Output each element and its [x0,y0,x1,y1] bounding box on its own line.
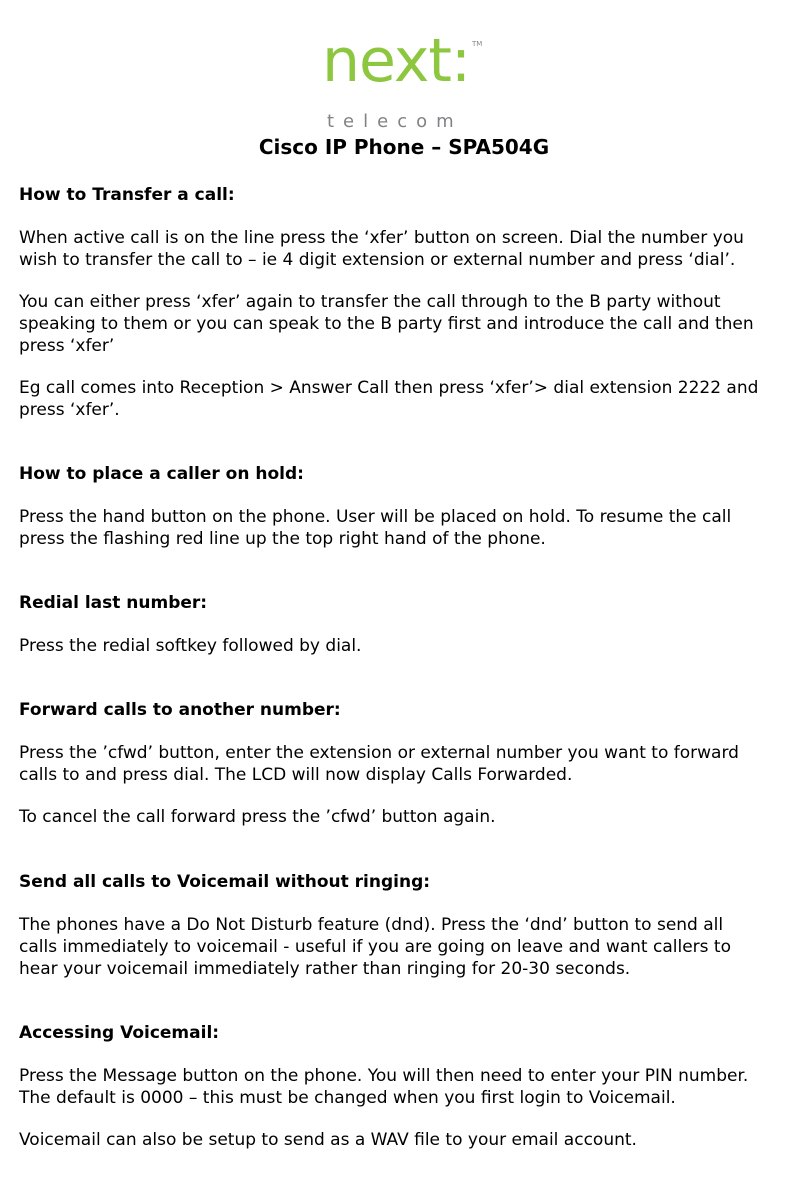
forward-paragraph-2 [19,806,795,828]
text-line: Press the Message button on the phone. You will then need to enter your PIN number. [19,1066,749,1086]
text-line: Press the hand button on the phone. User will be placed on hold. To resume the call [19,507,732,527]
text-line: press ‘xfer’. [19,400,120,420]
section-heading-redial: Redial last number: [19,593,208,613]
transfer-paragraph-1 [19,227,795,271]
text-line: Voicemail can also be setup to send as a WAV file to your email account. [19,1130,637,1150]
transfer-paragraph-2 [19,291,795,357]
forward-paragraph-1 [19,742,795,786]
text-line: calls immediately to voicemail - useful if you are going on leave and want callers to [19,937,731,957]
text-line: press the flashing red line up the top right hand of the phone. [19,529,546,549]
text-line: When active call is on the line press the ‘xfer’ button on screen. Dial the number you [19,228,744,248]
text-line: speaking to them or you can speak to the B party first and introduce the call and then [19,314,754,334]
text-line: Press the redial softkey followed by dial. [19,636,362,656]
text-line: Press the ’cfwd’ button, enter the extension or external number you want to forward [19,743,739,763]
voicemail-paragraph-1 [19,1065,795,1109]
section-heading-hold: How to place a caller on hold: [19,464,304,484]
text-line: press ‘xfer’ [19,336,115,356]
redial-paragraph-1 [19,635,795,657]
company-logo [322,26,492,132]
page-title: Cisco IP Phone – SPA504G [258,135,550,159]
logo-subtitle: telecom [327,111,463,132]
text-line: To cancel the call forward press the ’cfwd’ button again. [19,807,496,827]
text-line: You can either press ‘xfer’ again to transfer the call through to the B party without [19,292,721,312]
text-line: The default is 0000 – this must be changed when you first login to Voicemail. [19,1088,676,1108]
document-body [19,184,795,1151]
text-line: The phones have a Do Not Disturb feature (dnd). Press the ‘dnd’ button to send all [19,915,724,935]
text-line: wish to transfer the call to – ie 4 digit extension or external number and press ‘dial’. [19,250,736,270]
section-heading-voicemail: Accessing Voicemail: [19,1023,220,1043]
logo-wordmark: next: [322,26,471,96]
transfer-paragraph-3 [19,377,795,421]
voicemail-paragraph-2 [19,1129,795,1151]
section-heading-forward: Forward calls to another number: [19,700,341,720]
hold-paragraph-1 [19,506,795,550]
text-line: Eg call comes into Reception > Answer Call then press ‘xfer’> dial extension 2222 and [19,378,759,398]
dnd-paragraph-1 [19,914,795,980]
text-line: hear your voicemail immediately rather than ringing for 20-30 seconds. [19,959,631,979]
section-heading-dnd: Send all calls to Voicemail without ringing: [19,872,431,892]
text-line: calls to and press dial. The LCD will now display Calls Forwarded. [19,765,573,785]
section-heading-transfer: How to Transfer a call: [19,185,235,205]
logo-trademark: TM [472,40,483,48]
